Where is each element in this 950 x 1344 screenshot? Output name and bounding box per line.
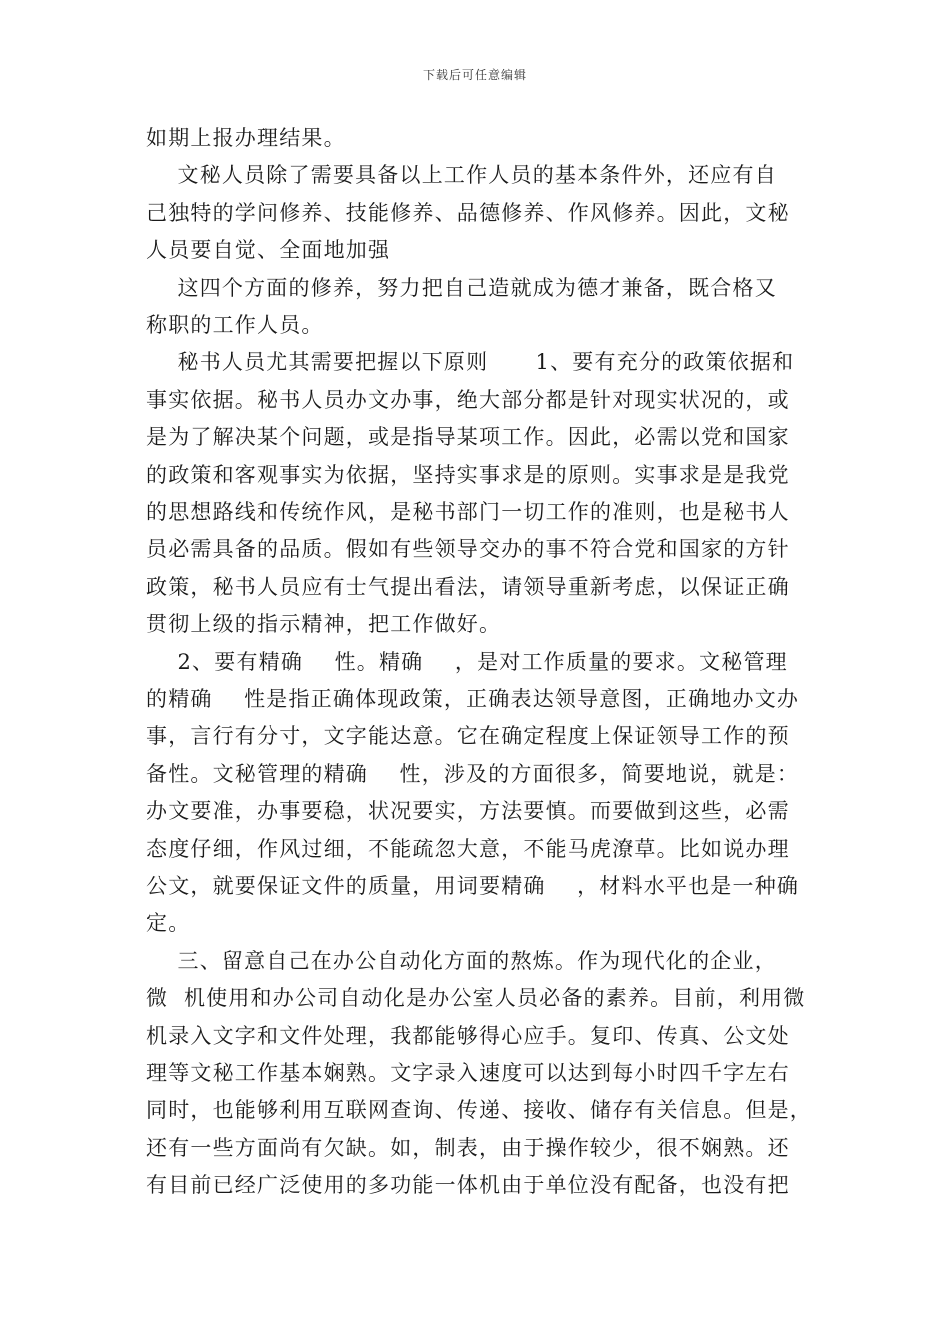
text-line: 2、要有精确 性。精确 ，是对工作质量的要求。文秘管理: [146, 650, 788, 674]
text-line: 事，言行有分寸，文字能达意。它在确定程度上保证领导工作的预: [146, 724, 790, 748]
text-line: 的思想路线和传统作风，是秘书部门一切工作的准则，也是秘书人: [146, 500, 790, 524]
text-line: 贯彻上级的指示精神，把工作做好。: [146, 612, 502, 636]
text-line: 的政策和客观事实为依据，坚持实事求是的原则。实事求是是我党: [146, 463, 790, 487]
text-line: 公文，就要保证文件的质量，用词要精确 ，材料水平也是一种确: [146, 874, 800, 898]
text-line: 称职的工作人员。: [146, 313, 324, 337]
text-line: 这四个方面的修养，努力把自己造就成为德才兼备，既合格又: [146, 276, 777, 300]
text-line: 如期上报办理结果。: [146, 126, 346, 150]
text-line: 有目前已经广泛使用的多功能一体机由于单位没有配备，也没有把: [146, 1173, 790, 1197]
text-line: 文秘人员除了需要具备以上工作人员的基本条件外，还应有自: [146, 163, 777, 187]
text-line: 办文要准，办事要稳，状况要实，方法要慎。而要做到这些，必需: [146, 799, 790, 823]
text-line: 备性。文秘管理的精确 性，涉及的方面很多，简要地说，就是：: [146, 762, 800, 786]
text-line: 定。: [146, 911, 191, 935]
text-line: 同时，也能够利用互联网查询、传递、接收、储存有关信息。但是，: [146, 1098, 812, 1122]
text-line: 三、留意自己在办公自动化方面的熬炼。作为现代化的企业，: [146, 949, 777, 973]
text-line: 秘书人员尤其需要把握以下原则 1、要有充分的政策依据和: [146, 350, 795, 374]
text-line: 员必需具备的品质。假如有些领导交办的事不符合党和国家的方针: [146, 537, 790, 561]
page-header: 下载后可任意编辑: [422, 68, 527, 82]
text-line: 微 机使用和办公司自动化是办公室人员必备的素养。目前，利用微: [146, 986, 806, 1010]
text-line: 机录入文字和文件处理，我都能够得心应手。复印、传真、公文处: [146, 1024, 790, 1048]
text-line: 人员要自觉、全面地加强: [146, 238, 391, 262]
text-line: 己独特的学问修养、技能修养、品德修养、作风修养。因此，文秘: [146, 201, 790, 225]
text-line: 政策，秘书人员应有士气提出看法，请领导重新考虑，以保证正确: [146, 575, 790, 599]
text-line: 态度仔细，作风过细，不能疏忽大意，不能马虎潦草。比如说办理: [146, 837, 790, 861]
text-line: 事实依据。秘书人员办文办事，绝大部分都是针对现实状况的，或: [146, 388, 790, 412]
text-line: 的精确 性是指正确体现政策，正确表达领导意图，正确地办文办: [146, 687, 800, 711]
text-line: 理等文秘工作基本娴熟。文字录入速度可以达到每小时四千字左右: [146, 1061, 790, 1085]
text-line: 还有一些方面尚有欠缺。如，制表，由于操作较少，很不娴熟。还: [146, 1136, 790, 1160]
text-line: 是为了解决某个问题，或是指导某项工作。因此，必需以党和国家: [146, 425, 790, 449]
